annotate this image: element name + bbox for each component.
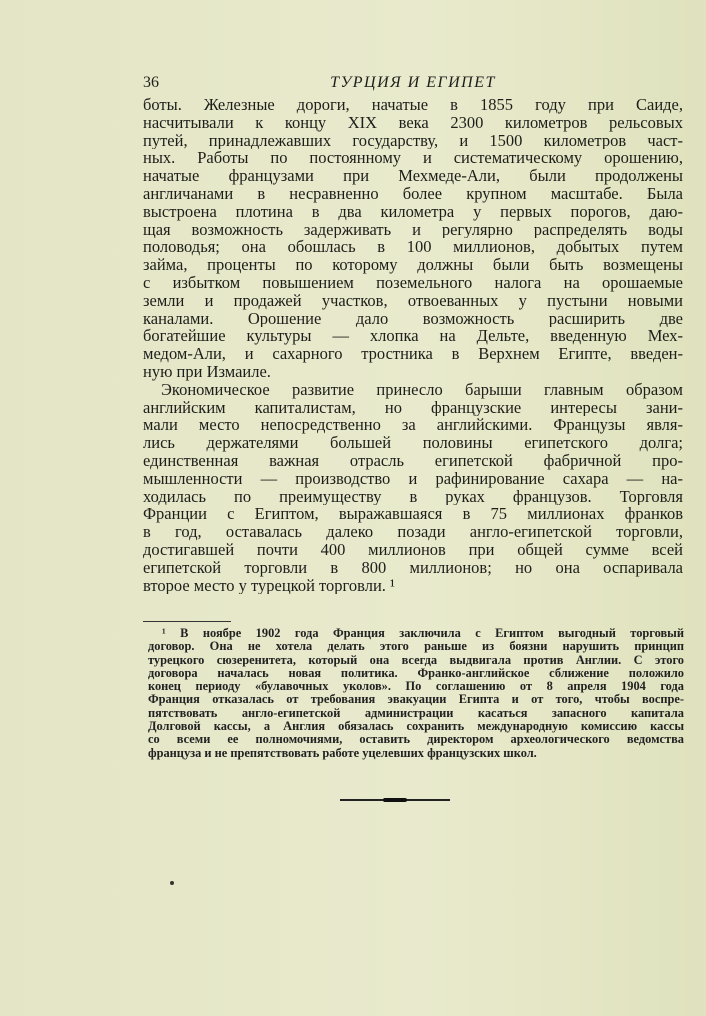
- text-line: мали место непосредственно за английскими. Французы явля-: [143, 416, 683, 435]
- text-line: Франции с Египтом, выражавшаяся в 75 миллионах франков: [143, 505, 683, 524]
- text-line: мышленности — производство и рафинирование сахара — на-: [143, 469, 683, 488]
- text-line: турецкого сюзеренитета, который она всегда выдвигала против Англии. С этого: [148, 653, 684, 667]
- text-line: конец периоду «булавочных уколов». По соглашению от 8 апреля 1904 года: [148, 680, 684, 694]
- running-title: ТУРЦИЯ И ЕГИПЕТ: [330, 74, 496, 91]
- text-line: единственная важная отрасль египетской фабричной про-: [143, 451, 683, 470]
- text-line: египетской торговли в 800 миллионов; но она оспаривала: [143, 558, 683, 577]
- text-line: договора началась новая политика. Франко-английское сближение положило: [148, 666, 684, 680]
- text-line: медом-Али, и сахарного тростника в Верхнем Египте, введен-: [143, 345, 683, 363]
- text-line: ходилась по преимуществу в руках французов. Торговля: [143, 487, 683, 506]
- text-line: ных. Работы по постоянному и систематическому орошению,: [143, 149, 683, 168]
- text-line: насчитывали к концу XIX века 2300 километров рельсовых: [143, 113, 683, 132]
- text-line: Экономическое развитие принесло барыши главным образом: [161, 380, 683, 399]
- text-line: половодья; она обошлась в 100 миллионов, добытых путем: [143, 238, 683, 257]
- text-line: со всеми ее полномочиями, оставить директором археологического ведомства: [148, 733, 684, 747]
- body-text: [143, 96, 683, 594]
- text-line: ную при Измаиле.: [143, 362, 271, 381]
- text-line: француза и не препятствовать работе уцелевших французских школ.: [148, 746, 537, 760]
- text-line: с избытком повышением поземельного налога на орошаемые: [143, 273, 683, 292]
- text-line: путей, принадлежавших государству, и 1500 километров част-: [143, 131, 683, 150]
- text-line: выстроена плотина в два километра у первых порогов, даю-: [143, 202, 683, 221]
- text-line: лись держателями большей половины египетского долга;: [143, 434, 683, 452]
- text-line: Долговой кассы, а Англия обязалась сохранить международную комиссию кассы: [148, 720, 684, 734]
- text-line: английским капиталистам, но французские интересы зани-: [143, 398, 683, 417]
- text-line: Франция отказалась от требования эвакуации Египта и от того, чтобы воспре-: [148, 693, 684, 707]
- text-line: каналами. Орошение дало возможность расширить две: [143, 309, 683, 328]
- text-line: ¹ В ноябре 1902 года Франция заключила с Египтом выгодный торговый: [162, 627, 684, 640]
- text-line: второе место у турецкой торговли. ¹: [143, 576, 395, 595]
- paragraph: [143, 381, 683, 595]
- text-line: достигавшей почти 400 миллионов при общей сумме всей: [143, 540, 683, 559]
- text-line: англичанами в несравненно более крупном масштабе. Была: [143, 184, 683, 203]
- text-line: начатые французами при Мехмеде-Али, были продолжены: [143, 167, 683, 185]
- page-number: 36: [143, 74, 159, 91]
- print-speck: [170, 881, 174, 885]
- footnote: [148, 627, 684, 760]
- text-line: займа, проценты по которому должны были быть возмещены: [143, 256, 683, 274]
- text-line: щая возможность задерживать и регулярно распределять воды: [143, 220, 683, 239]
- end-ornament: [340, 798, 450, 801]
- text-line: богатейшие культуры — хлопка на Дельте, введенную Мех-: [143, 327, 683, 346]
- text-line: земли и продажей участков, отвоеванных у пустыни новыми: [143, 291, 683, 310]
- text-line: пятствовать англо-египетской администрации касаться запасного капитала: [148, 706, 684, 720]
- text-line: договор. Она не хотела делать этого раньше из боязни нарушить принцип: [148, 640, 684, 654]
- text-line: в год, оставалась далеко позади англо-египетской торговли,: [143, 523, 683, 541]
- paragraph: [143, 96, 683, 381]
- text-line: боты. Железные дороги, начатые в 1855 году при Саиде,: [143, 96, 683, 114]
- footnote-rule: [143, 621, 231, 622]
